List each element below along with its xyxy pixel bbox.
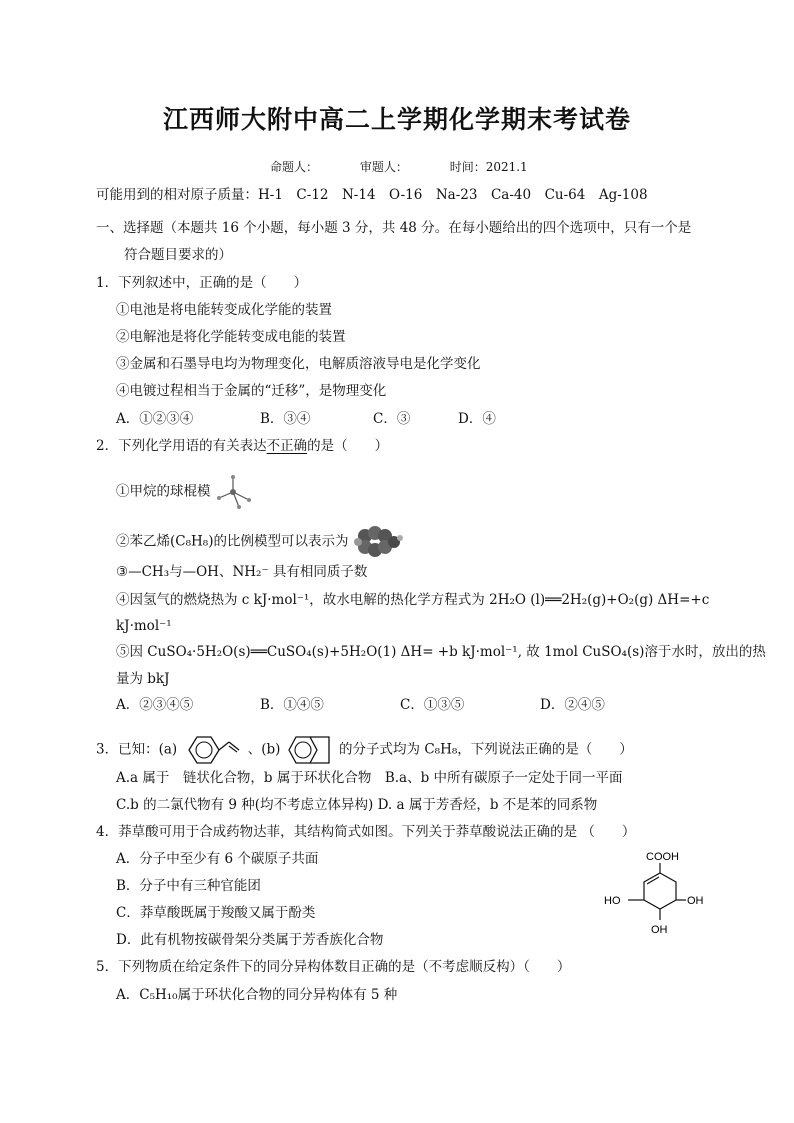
q2-item4: ④因氢气的燃烧热为 c kJ·mol⁻¹，故水电解的热化学方程式为 2H₂O (l)══2H₂(g)+O₂(g) ΔH=+c [116, 592, 710, 608]
q3-stem-b: 、(b) [247, 741, 281, 758]
q2-option-a: A．②③④⑤ [116, 697, 194, 713]
q3-stem-c: 的分子式均为 C₈H₈，下列说法正确的是（ ） [339, 741, 633, 758]
q1-option-a: A．①②③④ [116, 411, 194, 427]
q2-item4-cont: kJ·mol⁻¹ [116, 618, 172, 634]
atomic-masses: 可能用到的相对原子质量：H-1 C-12 N-14 O-16 Na-23 Ca-40 Cu-64 Ag-108 [96, 187, 648, 203]
benzocyclobutene-structure-icon [285, 732, 335, 768]
q2-item3: ③—CH₃与—OH、NH₂⁻ 具有相同质子数 [116, 564, 368, 580]
section-heading [96, 219, 691, 237]
q2-stem-underlined: 不正确 [266, 438, 308, 454]
q2-option-c: C．①③⑤ [400, 697, 465, 713]
q4-option-b: B．分子中有三种官能团 [116, 878, 261, 894]
q2-item1-text: ①甲烷的球棍模 [116, 483, 211, 500]
q1-option-d: D．④ [458, 411, 496, 427]
q2-item1 [116, 474, 255, 510]
q1-item: ③金属和石墨导电均为物理变化，电解质溶液导电是化学变化 [116, 356, 481, 372]
q2-item5: ⑤因 CuSO₄·5H₂O(s)══CuSO₄(s)+5H₂O(1) ΔH= +b kJ·mol⁻¹, 故 1mol CuSO₄(s)溶于水时，放出的热 [116, 644, 766, 660]
methane-ball-stick-icon [215, 474, 255, 510]
q2-stem-pre: 2．下列化学用语的有关表达 [96, 438, 267, 454]
q4-option-c: C．莽草酸既属于羧酸又属于酚类 [116, 905, 316, 921]
shikimic-acid-structure [596, 848, 706, 938]
q3-options-cd: C.b 的二氯代物有 9 种(均不考虑立体异构) D. a 属于芳香烃，b 不是苯的同系物 [116, 797, 598, 813]
q1-item: ②电解池是将化学能转变成电能的装置 [116, 329, 346, 345]
q2-stem [96, 437, 388, 455]
q1-item: ①电池是将电能转变成化学能的装置 [116, 302, 332, 318]
reviewer-label: 审题人： [359, 160, 408, 174]
section-heading-text: 一、选择题（本题共 16 个小题，每小题 3 分，共 48 分。在每小题给出的四个选项中，只有一个是 [96, 220, 692, 236]
q2-option-d: D．②④⑤ [540, 697, 605, 713]
section-heading-cont: 符合题目要求的） [124, 247, 232, 263]
ho-left-label: HO [604, 895, 621, 907]
q5-stem: 5．下列物质在给定条件下的同分异构体数目正确的是（不考虑顺反构）（ ） [96, 959, 571, 975]
styrene-structure-icon [181, 733, 243, 767]
exam-time: 时间：2021.1 [449, 160, 528, 174]
styrene-space-filling-icon [353, 526, 403, 558]
q1-item: ④电镀过程相当于金属的“迁移”，是物理变化 [116, 383, 387, 399]
q2-option-b: B．①④⑤ [260, 697, 324, 713]
exam-meta [270, 158, 566, 175]
q4-option-a: A．分子中至少有 6 个碳原子共面 [116, 851, 319, 867]
q2-item2 [116, 526, 403, 558]
q5-option-a: A．C₅H₁₀属于环状化合物的同分异构体有 5 种 [116, 987, 398, 1003]
q1-stem: 1．下列叙述中，正确的是（ ） [96, 275, 308, 291]
page-title: 江西师大附中高二上学期化学期末考试卷 [162, 105, 631, 134]
q2-stem-post: 的是（ ） [307, 438, 389, 454]
q1-option-b: B．③④ [260, 411, 311, 427]
q3-options-ab: A.a 属于 链状化合物，b 属于环状化合物 B.a、b 中所有碳原子一定处于同一平面 [116, 770, 623, 786]
proposer-label: 命题人： [270, 160, 319, 174]
q2-item2-text: ②苯乙烯(C₈H₈)的比例模型可以表示为 [116, 533, 349, 550]
q3-stem-a: 3．已知：(a) [96, 741, 178, 758]
q4-stem: 4．莽草酸可用于合成药物达菲，其结构简式如图。下列关于莽草酸说法正确的是 （ ） [96, 824, 636, 840]
q4-option-d: D．此有机物按碳骨架分类属于芳香族化合物 [116, 932, 384, 948]
cooh-label: COOH [646, 851, 679, 863]
q1-option-c: C．③ [373, 411, 411, 427]
oh-bottom-label: OH [651, 924, 668, 936]
oh-right-label: OH [687, 895, 704, 907]
q3-stem [96, 732, 633, 768]
q2-item5-cont: 量为 bkJ [116, 671, 170, 687]
